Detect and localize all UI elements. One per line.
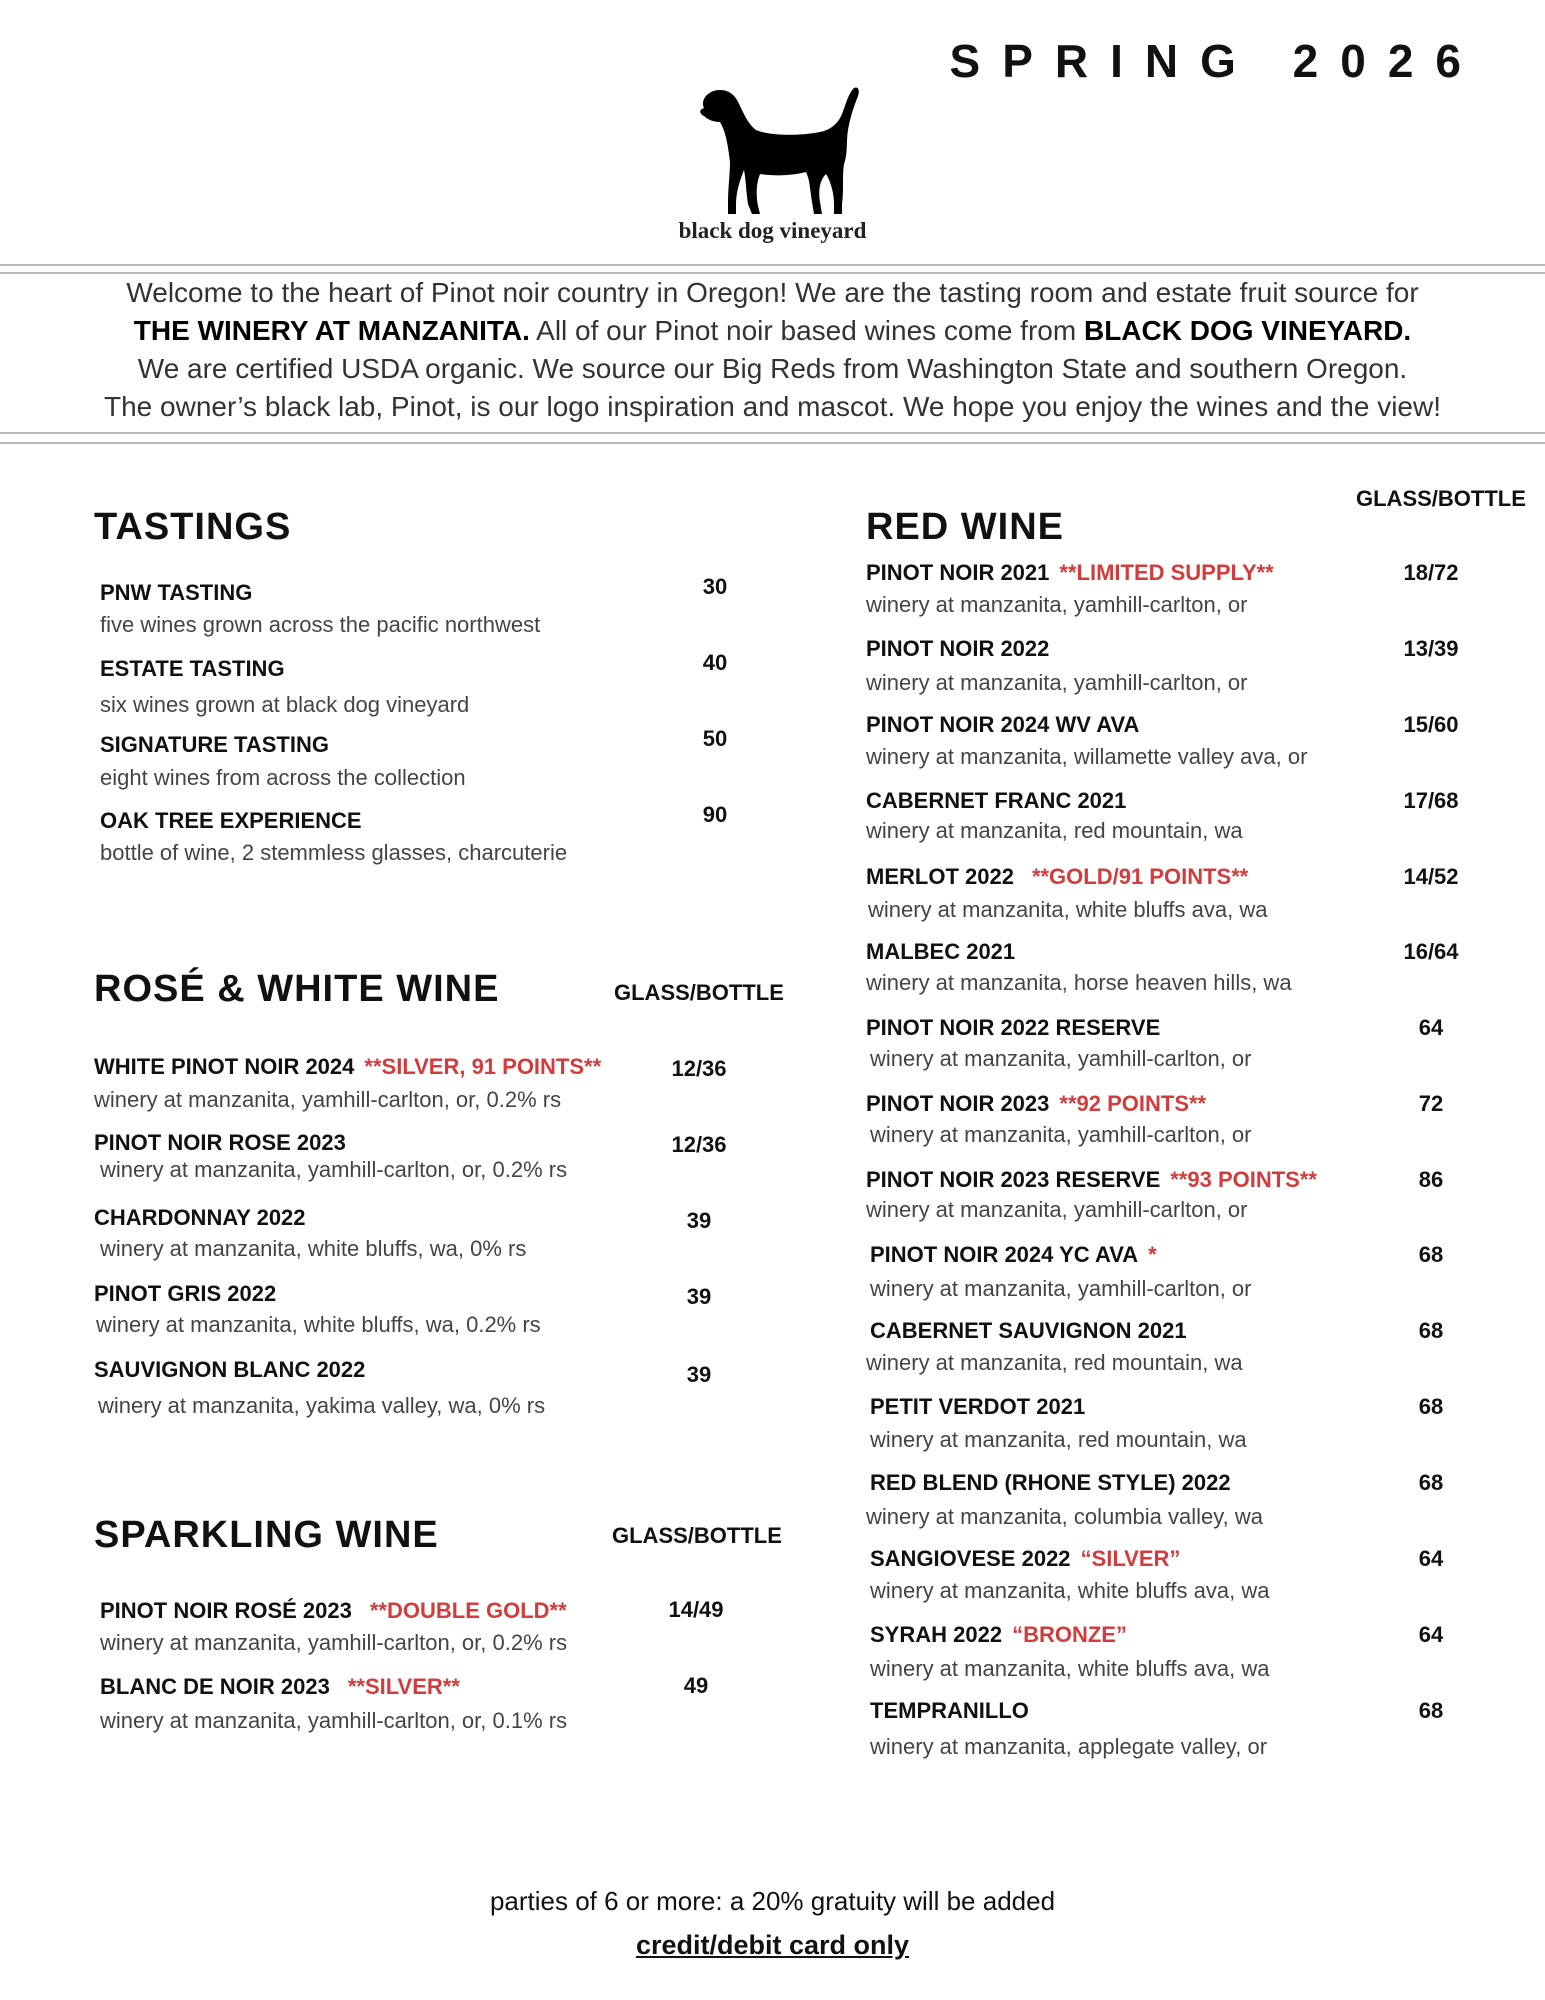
wine-price: 39 <box>686 1362 712 1387</box>
award-badge: **93 POINTS** <box>1170 1167 1317 1192</box>
sparkling-col-head: GLASS/BOTTLE <box>612 1523 782 1548</box>
wine-label: PINOT NOIR 2021 <box>866 560 1050 585</box>
rose-white-title: ROSÉ & WHITE WINE <box>94 968 500 1010</box>
wine-name <box>100 1598 567 1624</box>
wine-price: 64 <box>1418 1015 1444 1040</box>
wine-label: PINOT GRIS 2022 <box>94 1281 277 1306</box>
bottom-divider <box>0 432 1545 434</box>
wine-label: CABERNET SAUVIGNON 2021 <box>870 1318 1187 1343</box>
wine-desc: winery at manzanita, columbia valley, wa <box>866 1504 1263 1529</box>
wine-label: PINOT NOIR ROSE 2023 <box>94 1130 346 1155</box>
wine-label: SAUVIGNON BLANC 2022 <box>94 1357 366 1382</box>
wine-desc: winery at manzanita, yamhill-carlton, or <box>870 1276 1252 1301</box>
sparkling-title: SPARKLING WINE <box>94 1514 439 1556</box>
wine-name <box>870 1318 1187 1344</box>
red-col-head: GLASS/BOTTLE <box>1356 486 1526 511</box>
wine-name <box>94 1054 601 1080</box>
wine-desc: winery at manzanita, red mountain, wa <box>866 818 1243 843</box>
wine-name <box>866 939 1015 965</box>
wine-price: 68 <box>1418 1470 1444 1495</box>
wine-price: 12/36 <box>671 1056 727 1081</box>
logo-text: black dog vineyard <box>678 218 867 243</box>
tasting-price: 90 <box>702 802 728 827</box>
wine-name <box>866 1015 1160 1041</box>
wine-price: 68 <box>1418 1698 1444 1723</box>
wine-price: 14/52 <box>1403 864 1459 889</box>
bottom-divider-2 <box>0 442 1545 444</box>
wine-desc: winery at manzanita, yamhill-carlton, or, 0.2% rs <box>100 1157 568 1182</box>
top-divider <box>0 264 1545 266</box>
wine-label: PINOT NOIR 2024 YC AVA <box>870 1242 1139 1267</box>
wine-desc: winery at manzanita, yamhill-carlton, or <box>870 1122 1252 1147</box>
award-badge: “SILVER” <box>1080 1546 1181 1571</box>
intro-text <box>20 274 1525 426</box>
wine-desc: winery at manzanita, yamhill-carlton, or, 0.2% rs <box>100 1630 568 1655</box>
wine-name <box>870 1394 1085 1420</box>
wine-label: PINOT NOIR 2023 <box>866 1091 1050 1116</box>
award-badge: **GOLD/91 POINTS** <box>1031 864 1249 889</box>
wine-name <box>870 1242 1157 1268</box>
wine-desc: winery at manzanita, white bluffs ava, wa <box>870 1656 1270 1681</box>
wine-price: 68 <box>1418 1318 1444 1343</box>
wine-desc: winery at manzanita, yamhill-carlton, or <box>866 670 1248 695</box>
wine-name <box>94 1205 306 1231</box>
wine-label: SYRAH 2022 <box>870 1622 1003 1647</box>
wine-label: SANGIOVESE 2022 <box>870 1546 1071 1571</box>
wine-label: PINOT NOIR 2022 RESERVE <box>866 1015 1161 1040</box>
wine-name <box>866 1167 1317 1193</box>
wine-desc: winery at manzanita, white bluffs, wa, 0.2% rs <box>96 1312 541 1337</box>
wine-name <box>866 560 1274 586</box>
wine-price: 16/64 <box>1403 939 1459 964</box>
wine-price: 72 <box>1418 1091 1444 1116</box>
tasting-name: ESTATE TASTING <box>100 656 285 681</box>
tasting-name: SIGNATURE TASTING <box>100 732 329 757</box>
wine-label: BLANC DE NOIR 2023 <box>100 1674 330 1699</box>
wine-desc: winery at manzanita, yamhill-carlton, or <box>866 592 1248 617</box>
wine-name <box>870 1470 1231 1496</box>
wine-label: RED BLEND (RHONE STYLE) 2022 <box>870 1470 1231 1495</box>
black-dog-logo-icon <box>690 80 870 220</box>
wine-label: PINOT NOIR ROSÉ 2023 <box>100 1598 352 1623</box>
tasting-desc: eight wines from across the collection <box>100 765 466 790</box>
wine-price: 64 <box>1418 1546 1444 1571</box>
intro-line-2-mid: All of our Pinot noir based wines come from <box>529 315 1084 346</box>
wine-desc: winery at manzanita, white bluffs ava, wa <box>868 897 1268 922</box>
wine-label: TEMPRANILLO <box>870 1698 1029 1723</box>
intro-line-2 <box>20 312 1525 350</box>
wine-name <box>94 1281 276 1307</box>
red-title: RED WINE <box>866 506 1064 548</box>
award-badge: * <box>1148 1242 1157 1267</box>
wine-name <box>94 1357 365 1383</box>
intro-vineyard-name: BLACK DOG VINEYARD. <box>1083 315 1412 346</box>
season-title: SPRING 2026 <box>949 35 1483 87</box>
wine-desc: winery at manzanita, red mountain, wa <box>870 1427 1247 1452</box>
wine-price: 49 <box>683 1673 709 1698</box>
wine-name <box>866 788 1126 814</box>
wine-price: 12/36 <box>671 1132 727 1157</box>
wine-price: 39 <box>686 1284 712 1309</box>
tasting-name: OAK TREE EXPERIENCE <box>100 808 362 833</box>
tasting-desc: five wines grown across the pacific northwest <box>100 612 541 637</box>
wine-desc: winery at manzanita, white bluffs ava, wa <box>870 1578 1270 1603</box>
award-badge: **LIMITED SUPPLY** <box>1059 560 1274 585</box>
wine-label: CABERNET FRANC 2021 <box>866 788 1127 813</box>
wine-name <box>866 712 1139 738</box>
wine-label: WHITE PINOT NOIR 2024 <box>94 1054 355 1079</box>
intro-winery-name: THE WINERY AT MANZANITA. <box>133 315 530 346</box>
wine-name <box>870 1622 1127 1648</box>
wine-price: 17/68 <box>1403 788 1459 813</box>
award-badge: “BRONZE” <box>1012 1622 1127 1647</box>
payment-note: credit/debit card only <box>635 1930 910 1960</box>
wine-name <box>866 864 1248 890</box>
wine-price: 39 <box>686 1208 712 1233</box>
wine-desc: winery at manzanita, yakima valley, wa, 0% rs <box>98 1393 546 1418</box>
rose-white-col-head: GLASS/BOTTLE <box>614 980 784 1005</box>
wine-desc: winery at manzanita, yamhill-carlton, or, 0.1% rs <box>100 1708 568 1733</box>
intro-line-3: We are certified USDA organic. We source our Big Reds from Washington State and southern Oregon. <box>137 353 1408 384</box>
award-badge: **DOUBLE GOLD** <box>369 1598 567 1623</box>
wine-desc: winery at manzanita, yamhill-carlton, or <box>866 1197 1248 1222</box>
wine-desc: winery at manzanita, willamette valley ava, or <box>866 744 1308 769</box>
wine-desc: winery at manzanita, applegate valley, or <box>870 1734 1268 1759</box>
wine-price: 68 <box>1418 1394 1444 1419</box>
tasting-price: 40 <box>702 650 728 675</box>
wine-label: MERLOT 2022 <box>866 864 1014 889</box>
wine-label: PINOT NOIR 2022 <box>866 636 1050 661</box>
wine-label: CHARDONNAY 2022 <box>94 1205 306 1230</box>
wine-name <box>870 1698 1029 1724</box>
tasting-desc: bottle of wine, 2 stemmless glasses, charcuterie <box>100 840 568 865</box>
wine-price: 86 <box>1418 1167 1444 1192</box>
wine-price: 64 <box>1418 1622 1444 1647</box>
wine-name <box>94 1130 346 1156</box>
intro-line-1: Welcome to the heart of Pinot noir country in Oregon! We are the tasting room and estate fruit source for <box>126 277 1419 308</box>
gratuity-note: parties of 6 or more: a 20% gratuity will be added <box>489 1886 1056 1916</box>
wine-price: 68 <box>1418 1242 1444 1267</box>
tasting-desc: six wines grown at black dog vineyard <box>100 692 470 717</box>
wine-label: MALBEC 2021 <box>866 939 1016 964</box>
wine-desc: winery at manzanita, horse heaven hills, wa <box>866 970 1292 995</box>
wine-desc: winery at manzanita, red mountain, wa <box>866 1350 1243 1375</box>
wine-price: 15/60 <box>1403 712 1459 737</box>
wine-name <box>100 1674 460 1700</box>
tasting-price: 30 <box>702 574 728 599</box>
wine-price: 14/49 <box>668 1597 724 1622</box>
wine-label: PETIT VERDOT 2021 <box>870 1394 1086 1419</box>
intro-line-4: The owner’s black lab, Pinot, is our logo inspiration and mascot. We hope you enjoy the wines and the view! <box>104 391 1441 422</box>
wine-desc: winery at manzanita, white bluffs, wa, 0% rs <box>100 1236 527 1261</box>
tasting-name: PNW TASTING <box>100 580 253 605</box>
wine-price: 18/72 <box>1403 560 1459 585</box>
wine-price: 13/39 <box>1403 636 1459 661</box>
tastings-title: TASTINGS <box>94 506 292 548</box>
wine-name <box>866 636 1049 662</box>
tasting-price: 50 <box>702 726 728 751</box>
award-badge: **92 POINTS** <box>1059 1091 1207 1116</box>
wine-desc: winery at manzanita, yamhill-carlton, or <box>870 1046 1252 1071</box>
wine-name <box>866 1091 1206 1117</box>
wine-label: PINOT NOIR 2023 RESERVE <box>866 1167 1161 1192</box>
wine-label: PINOT NOIR 2024 WV AVA <box>866 712 1140 737</box>
wine-name <box>870 1546 1180 1572</box>
wine-desc: winery at manzanita, yamhill-carlton, or, 0.2% rs <box>94 1087 562 1112</box>
award-badge: **SILVER** <box>347 1674 460 1699</box>
award-badge: **SILVER, 91 POINTS** <box>364 1054 602 1079</box>
